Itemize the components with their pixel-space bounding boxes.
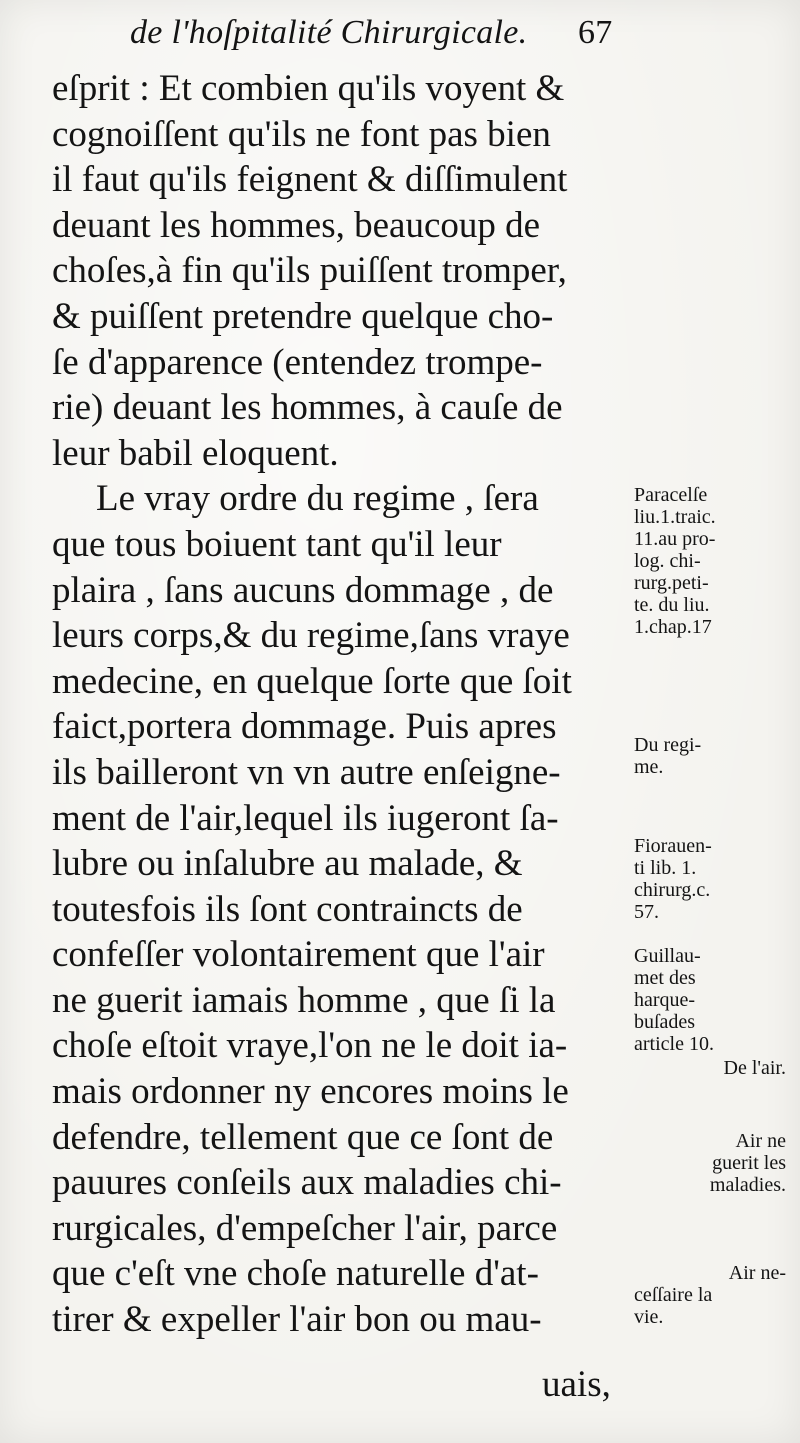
text-line: ils bailleront vn vn autre enſeigne- (52, 751, 561, 793)
text-line: cognoiſſent qu'ils ne font pas bien (52, 113, 551, 155)
paragraph-start-line: Le vray ordre du regime , ſera (96, 478, 539, 520)
margin-note-line: Fiorauen- (634, 835, 712, 857)
margin-note-line: Air ne- (728, 1262, 786, 1284)
text-line: choſe eſtoit vraye,l'on ne le doit ia- (52, 1025, 568, 1067)
text-line: que c'eſt vne choſe naturelle d'at- (52, 1253, 539, 1295)
text-line: lubre ou inſalubre au malade, & (52, 843, 523, 885)
margin-note-line: guerit les (712, 1152, 786, 1174)
margin-note-line: ti lib. 1. (634, 857, 697, 879)
margin-note-line: met des (634, 967, 696, 989)
text-line: confeſſer volontairement que l'air (52, 934, 545, 976)
margin-note-fioraventi (634, 835, 794, 923)
text-line: pauures conſeils aux maladies chi- (52, 1162, 562, 1204)
text-line: defendre, tellement que ce ſont de (52, 1116, 554, 1158)
margin-note-air-necessaire (634, 1262, 794, 1328)
text-line: il faut qu'ils feignent & diſſimulent (52, 159, 568, 201)
margin-note-guillaumet (634, 945, 794, 1055)
text-line: que tous boiuent tant qu'il leur (52, 523, 502, 565)
margin-note-line: 11.au pro- (634, 528, 716, 550)
text-line: faict,portera dommage. Puis apres (52, 706, 557, 748)
margin-note-du-regime (634, 734, 794, 778)
margin-note-line: Du regi- (634, 734, 702, 756)
text-line: leur babil eloquent. (52, 432, 339, 474)
text-line: choſes,à fin qu'ils puiſſent tromper, (52, 250, 567, 292)
margin-note-line: article 10. (634, 1033, 714, 1055)
margin-note-line: vie. (634, 1306, 664, 1328)
text-line: leurs corps,& du regime,ſans vraye (52, 615, 570, 657)
margin-note-line: liu.1.traic. (634, 506, 716, 528)
margin-note-air-ne-guerit (634, 1130, 794, 1196)
margin-note-line: chirurg.c. (634, 879, 711, 901)
main-text-block (52, 66, 632, 1343)
margin-note-line: te. du liu. (634, 594, 710, 616)
margin-note-line: ceſſaire la (634, 1284, 713, 1306)
margin-note-line: Air ne (735, 1130, 786, 1152)
margin-note-de-lair (634, 1057, 794, 1079)
text-line: plaira , ſans aucuns dommage , de (52, 569, 554, 611)
text-line: rurgicales, d'empeſcher l'air, parce (52, 1207, 558, 1249)
text-line: rie) deuant les hommes, à cauſe de (52, 387, 563, 429)
margin-note-paracelse (634, 484, 794, 638)
catchword: uais, (542, 1364, 611, 1405)
text-line: & puiſſent pretendre quelque cho- (52, 295, 554, 337)
margin-note-line: buſades (634, 1011, 696, 1033)
running-title: de l'hoſpitalité Chirurgicale. (130, 14, 528, 51)
running-header (130, 14, 630, 52)
text-line: ment de l'air,lequel ils iugeront ſa- (52, 797, 559, 839)
margin-note-line: me. (634, 756, 664, 778)
margin-note-line: 1.chap.17 (634, 616, 712, 638)
margin-note-line: rurg.peti- (634, 572, 709, 594)
margin-note-line: log. chi- (634, 550, 701, 572)
margin-note-line: Paracelſe (634, 484, 708, 506)
text-line: tirer & expeller l'air bon ou mau- (52, 1299, 542, 1341)
margin-note-line: De l'air. (723, 1057, 786, 1079)
text-line: eſprit : Et combien qu'ils voyent & (52, 68, 565, 109)
text-line: ſe d'apparence (entendez trompe- (52, 341, 543, 383)
text-line: medecine, en quelque ſorte que ſoit (52, 660, 572, 702)
margin-note-line: Guillau- (634, 945, 701, 967)
text-line: toutesfois ils ſont contraincts de (52, 888, 523, 930)
text-line: mais ordonner ny encores moins le (52, 1071, 569, 1113)
margin-note-line: maladies. (709, 1174, 786, 1196)
page-number: 67 (578, 14, 613, 51)
text-line: deuant les hommes, beaucoup de (52, 204, 541, 246)
text-line: ne guerit iamais homme , que ſi la (52, 979, 556, 1021)
margin-note-line: harque- (634, 989, 696, 1011)
margin-note-line: 57. (634, 901, 659, 923)
